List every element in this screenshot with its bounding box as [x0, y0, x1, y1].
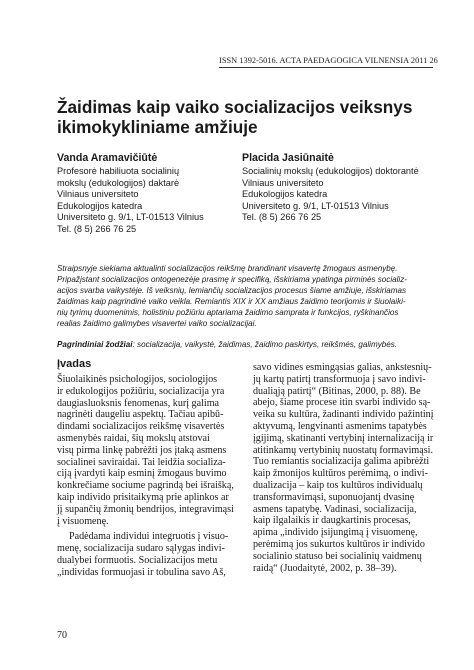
title-line: Žaidimas kaip vaiko socializacijos veiksnys [57, 97, 413, 117]
body-line: socialinio statuso bei socialinių vaidmenų [253, 550, 422, 562]
body-line: atitinkamų vertybinių nuostatų formavimąsi. [253, 444, 433, 456]
body-column-left [57, 374, 243, 579]
body-line: Padėdama individui integruotis į visuo- [69, 531, 229, 543]
author-block-1 [57, 151, 247, 236]
body-line: ir edukologijos požiūriu, socializacija yra [57, 385, 225, 397]
keywords-label: Pagrindiniai žodžiai [57, 340, 133, 349]
abstract-line: Pripažįstant socializacijos ontogenezėje prasmę ir specifiką, išskiriama ypatinga pirminės socializ- [57, 274, 407, 284]
affiliation-line: mokslų (edukologijos) daktarė [57, 177, 180, 188]
header-rule [219, 67, 433, 68]
author-name: Vanda Aramavičiūtė [57, 152, 158, 164]
affiliation-line: Vilniaus universiteto [242, 177, 324, 188]
body-line: kaip ilgalaikis ir daugkartinis procesas, [253, 515, 411, 527]
keywords [57, 340, 437, 351]
running-head: ISSN 1392-5016. ACTA PAEDAGOGICA VILNENSIA 2011 26 [219, 56, 438, 65]
abstract-line: realias žaidimo galimybes visavertei vaiko socializacijai. [57, 318, 257, 328]
abstract-line: žaidimas kaip pagrindinė vaiko veikla. Remiantis XIX ir XX amžiaus žaidimo teorijomis ir šiuolaiki- [57, 296, 406, 306]
abstract-line: acijos svarba vaikystėje. Iš veiksnių, lemiančių socializacijos procesus šiame amžiuje, išskiriamas [57, 285, 407, 295]
body-column-right [253, 362, 439, 574]
body-line: nagrinėti daugeliu aspektų. Tačiau apibū- [57, 409, 224, 421]
section-heading: Įvadas [57, 358, 92, 370]
body-line: asmenybės raidai, šių mokslų atstovai [57, 432, 210, 444]
article-title [57, 98, 437, 137]
body-line: kaip žmonijos kultūros perėmimą, o indivi- [253, 468, 428, 480]
body-line: raidą“ (Juodaitytė, 2002, p. 38–39). [253, 562, 397, 574]
body-line: į visuomenę. [57, 515, 109, 527]
body-line: Šiuolaikinės psichologijos, sociologijos [57, 374, 218, 385]
body-line: menę, socializacija sudaro sąlygas indivi- [57, 543, 225, 555]
body-line: aktyvumą, lengvinanti asmenims tapatybės [253, 420, 427, 432]
title-line: ikimokykliniame amžiuje [57, 116, 258, 137]
abstract-line: nių tyrimų duomenimis, holistiniu požiūriu aptariama žaidimo samprata ir funkcijos, ryškinančios [57, 307, 399, 317]
author-block-2 [242, 151, 432, 224]
body-line: jų kartų patirtį transformuoja į savo indivi- [253, 373, 426, 385]
abstract [57, 264, 437, 329]
affiliation-line: Tel. (8 5) 266 76 25 [242, 212, 322, 223]
abstract-line: Straipsnyje siekiama aktualinti socializacijos reikšmę brandinant visavertę žmogaus asmenybę. [57, 264, 398, 273]
body-line: „individas formuojasi ir tobulina savo Aš, [57, 566, 226, 578]
body-line: konkrečiame sociume pagrindą bei išraišką, [57, 480, 234, 492]
body-line: asmens tapatybę. Vadinasi, socializacija, [253, 503, 417, 515]
affiliation-line: Vilniaus universiteto [57, 189, 139, 200]
body-line: veika su kultūra, žadinanti individo pažintinį [253, 409, 434, 421]
affiliation-line: Tel. (8 5) 266 76 25 [57, 223, 137, 234]
body-line: Tuo remiantis socializacija galima apibrėžti [253, 456, 430, 468]
body-line: dualybei formuotis. Socializacijos metu [57, 554, 218, 566]
body-line: transformavimąsi, suponuojantį dvasinę [253, 491, 415, 503]
body-line: ciją įvardyti kaip esminį žmogaus buvimo [57, 468, 227, 480]
body-line: kaip individo prisitaikymą prie aplinkos ar [57, 491, 229, 503]
author-name: Placida Jasiūnaitė [242, 152, 334, 164]
body-line: jį supančių žmonių bendrijos, integravimąsi [57, 503, 234, 515]
affiliation-line: Socialinių mokslų (edukologijos) doktorantė [242, 166, 419, 176]
body-line: dualiąją patirtį“ (Bitinas, 2000, p. 88). Be [253, 385, 421, 397]
affiliation-line: Profesorė habiliuota socialinių [57, 166, 180, 176]
body-line: apima „individo įsijungimą į visuomenę, [253, 527, 418, 539]
body-line: savo vidines esmingąsias galias, ankstesnių- [253, 362, 432, 373]
affiliation-line: Edukologijos katedra [242, 189, 328, 200]
body-line: visų pirma linkę pabrėžti jos įtaką asmens [57, 444, 227, 456]
body-line: daugiasluoksnis fenomenas, kurį galima [57, 397, 220, 409]
body-line: dindami socializacijos reikšmę visavertės [57, 421, 225, 433]
body-line: perėmimą jos sukurtos kultūros ir individo [253, 538, 425, 550]
affiliation-line: Edukologijos katedra [57, 200, 143, 211]
page-number: 70 [57, 630, 67, 641]
body-line: abejo, šiame procese itin svarbi individo są- [253, 397, 431, 409]
keywords-text: : socializacija, vaikystė, žaidimas, žaidimo paskirtys, reikšmės, galimybės. [132, 340, 398, 349]
body-line: socialinei saviraidai. Tai leidžia socializa- [57, 456, 226, 468]
body-line: įgijimą, skatinanti vertybinį internalizaciją ir [253, 432, 434, 444]
affiliation-line: Universiteto g. 9/1, LT-01513 Vilnius [242, 200, 389, 211]
affiliation-line: Universiteto g. 9/1, LT-01513 Vilnius [57, 212, 204, 223]
body-line: dualizacija – kaip tos kultūros individualų [253, 479, 423, 491]
